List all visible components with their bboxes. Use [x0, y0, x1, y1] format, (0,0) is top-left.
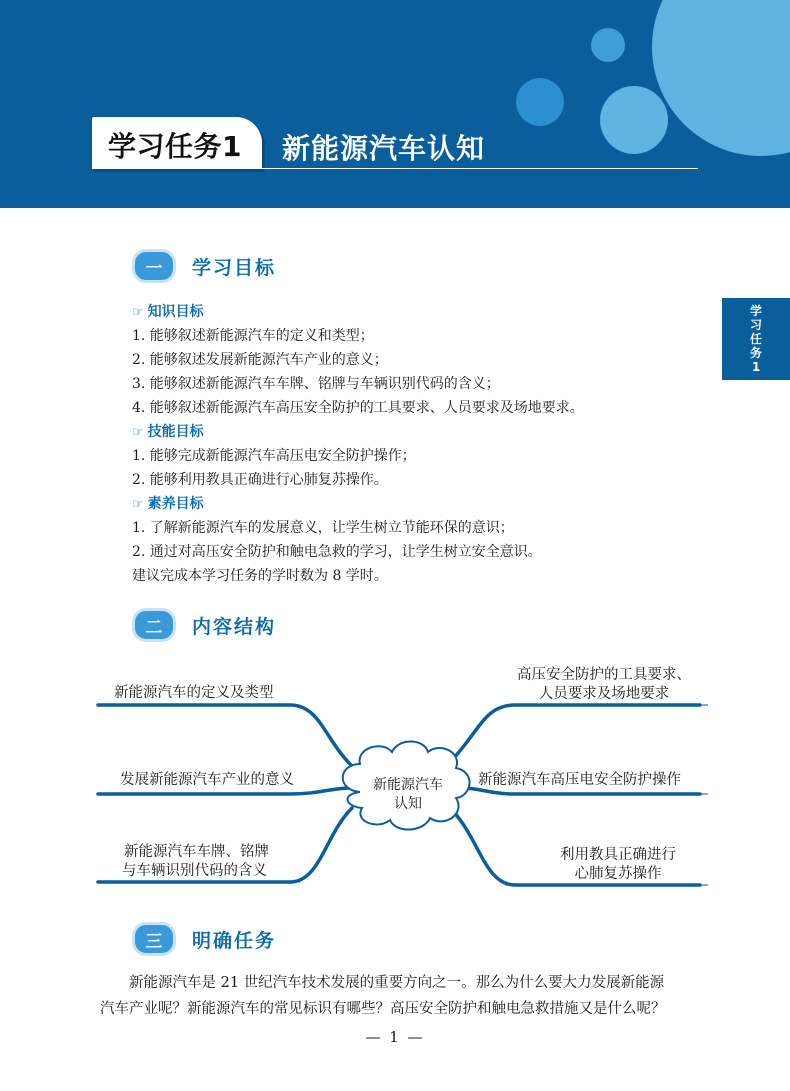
node-line: 高压安全防护的工具要求、 — [517, 667, 691, 683]
mindmap-node-left: 新能源汽车的定义及类型 — [114, 685, 274, 701]
paragraph-line: 新能源汽车是 21 世纪汽车技术发展的重要方向之一。那么为什么要大力发展新能源 — [129, 975, 665, 991]
task-paragraph — [100, 970, 700, 1022]
decor-circle — [600, 86, 668, 154]
section-number-badge: 二 — [132, 608, 176, 642]
subheading: ☞ 素养目标 — [132, 496, 204, 512]
side-tab-char: 务 — [749, 346, 762, 360]
mindmap-node-right — [517, 666, 691, 704]
decor-circle — [591, 28, 625, 62]
side-tab-char: 1 — [751, 360, 761, 374]
pointing-hand-icon: ☞ — [132, 497, 144, 512]
page-title: 新能源汽车认知 — [282, 132, 486, 165]
pointing-hand-icon: ☞ — [132, 305, 144, 320]
decor-circle — [516, 78, 564, 126]
mindmap-node-right: 新能源汽车高压电安全防护操作 — [478, 772, 681, 788]
section-heading — [132, 922, 276, 956]
learning-objectives — [132, 300, 712, 588]
section-title: 学习目标 — [192, 256, 277, 279]
list-item: 2. 能够利用教具正确进行心肺复苏操作。 — [132, 472, 388, 488]
section-number-badge: 三 — [132, 922, 176, 956]
mindmap-node-left: 发展新能源汽车产业的意义 — [120, 772, 294, 788]
subheading: ☞ 技能目标 — [132, 424, 204, 440]
hours-note: 建议完成本学习任务的学时数为 8 学时。 — [132, 568, 388, 584]
section-heading — [132, 608, 276, 642]
pointing-hand-icon: ☞ — [132, 425, 144, 440]
list-item: 1. 能够完成新能源汽车高压电安全防护操作； — [132, 448, 416, 464]
section-title: 内容结构 — [192, 615, 277, 638]
node-line: 利用教具正确进行 — [560, 847, 676, 863]
node-line: 新能源汽车车牌、铭牌 — [124, 844, 269, 860]
header-banner — [0, 0, 790, 208]
side-tab-char: 任 — [749, 332, 762, 346]
side-tab-char: 学 — [749, 304, 762, 318]
list-item: 3. 能够叙述新能源汽车车牌、铭牌与车辆识别代码的含义； — [132, 376, 500, 392]
node-line: 与车辆识别代码的含义 — [122, 863, 267, 879]
center-line: 新能源汽车 — [373, 777, 443, 793]
side-tab-char: 习 — [749, 318, 762, 332]
node-line: 心肺复苏操作 — [574, 866, 662, 882]
list-item: 2. 通过对高压安全防护和触电急救的学习，让学生树立安全意识。 — [132, 544, 542, 560]
section-heading — [132, 249, 276, 283]
list-item: 2. 能够叙述发展新能源汽车产业的意义； — [132, 352, 388, 368]
side-thumb-tab — [722, 298, 790, 380]
node-line: 人员要求及场地要求 — [538, 686, 670, 702]
content-mindmap — [0, 660, 790, 900]
center-line: 认知 — [394, 796, 422, 812]
subheading: ☞ 知识目标 — [132, 304, 204, 320]
title-underline — [92, 168, 698, 169]
list-item: 1. 了解新能源汽车的发展意义，让学生树立节能环保的意识； — [132, 520, 514, 536]
page-number: — 1 — — [365, 1028, 425, 1046]
section-number-badge: 一 — [132, 249, 176, 283]
section-title: 明确任务 — [192, 929, 277, 952]
decor-circle — [652, 0, 790, 156]
mindmap-node-right — [560, 846, 676, 884]
mindmap-center — [360, 776, 456, 814]
list-item: 4. 能够叙述新能源汽车高压安全防护的工具要求、人员要求及场地要求。 — [132, 400, 584, 416]
list-item: 1. 能够叙述新能源汽车的定义和类型； — [132, 328, 374, 344]
paragraph-line: 汽车产业呢？新能源汽车的常见标识有哪些？高压安全防护和触电急救措施又是什么呢？ — [100, 1001, 666, 1017]
task-tag-label: 学习任务1 — [108, 130, 242, 163]
task-tag — [92, 117, 262, 169]
mindmap-node-left — [122, 843, 269, 881]
